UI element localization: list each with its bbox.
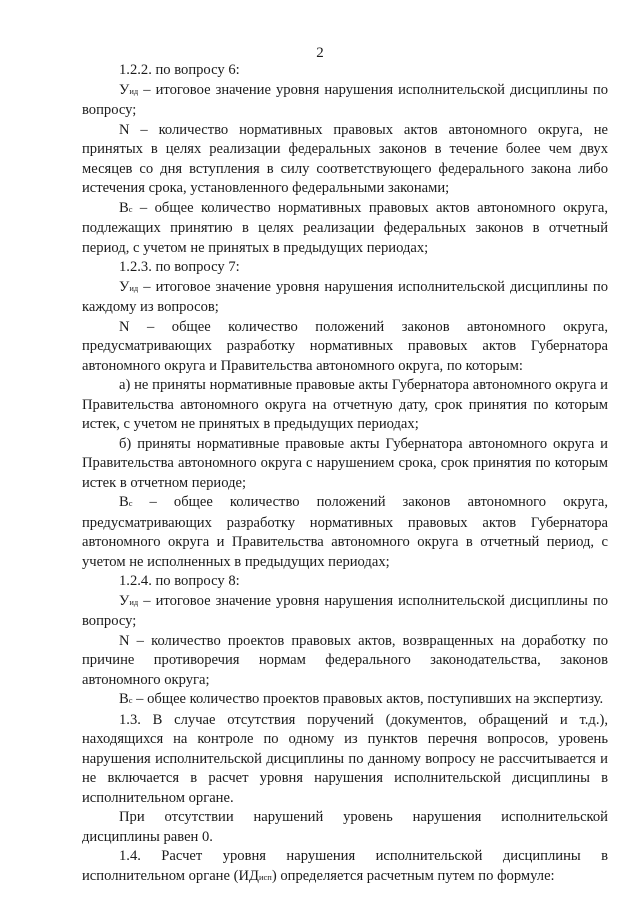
no-violations-paragraph: При отсутствии нарушений уровень нарушения исполнительской дисциплины равен 0. xyxy=(82,809,608,845)
definition-n-q6: N – количество нормативных правовых актов автономного округа, не принятых в целях реализации федеральных законов в течение более чем двух месяцев со дня вступления в силу соответствующего федерального закона либо истечения срока, установленного федеральными законами; xyxy=(82,121,608,196)
definition-bc-q6: Вс – общее количество нормативных правовых актов автономного округа, подлежащих принятию в целях реализации федеральных законов в отчетный период, с учетом не принятых в предыдущих периодах; xyxy=(82,199,608,256)
document-body xyxy=(82,61,608,887)
definition-n-q7: N – общее количество положений законов автономного округа, предусматривающих разработку нормативных правовых актов Губернатора автономного округа и Правительства автономного округа, по которым: xyxy=(82,318,608,374)
clause-1-3: 1.3. В случае отсутствия поручений (документов, обращений и т.д.), находящихся на контроле по одному из пунктов перечня вопросов, уровень нарушения исполнительской дисциплины по данному вопросу не рассчитывается и не включается в расчет уровня нарушения исполнительской дисциплины в исполнительном органе. xyxy=(82,711,608,806)
heading-question-8: 1.2.4. по вопросу 8: xyxy=(119,573,240,589)
definition-uid-q8: Уид – итоговое значение уровня нарушения исполнительской дисциплины по вопросу; xyxy=(82,592,608,629)
heading-question-6: 1.2.2. по вопросу 6: xyxy=(119,62,240,78)
definition-uid-q6: Уид – итоговое значение уровня нарушения исполнительской дисциплины по вопросу; xyxy=(82,81,608,118)
definition-bc-q8: Вс – общее количество проектов правовых актов, поступивших на экспертизу. xyxy=(119,691,604,707)
heading-question-7: 1.2.3. по вопросу 7: xyxy=(119,259,240,275)
page-number: 2 xyxy=(316,45,324,61)
item-b-q7: б) приняты нормативные правовые акты Губернатора автономного округа и Правительства автономного округа с нарушением срока, срок принятия по которым истек в отчетном периоде; xyxy=(82,435,608,491)
definition-uid-q7: Уид – итоговое значение уровня нарушения исполнительской дисциплины по каждому из вопросов; xyxy=(82,278,608,315)
definition-n-q8: N – количество проектов правовых актов, возвращенных на доработку по причине противоречия нормам федерального законодательства, законов автономного округа; xyxy=(82,632,608,688)
clause-1-4: 1.4. Расчет уровня нарушения исполнительской дисциплины в исполнительном органе (ИДисп) определяется расчетным путем по формуле: xyxy=(82,848,608,884)
definition-bc-q7: Вс – общее количество положений законов автономного округа, предусматривающих разработку нормативных правовых актов Губернатора автономного округа и Правительства автономного округа в отчетный период, с учетом не исполненных в предыдущих периодах; xyxy=(82,494,608,570)
item-a-q7: а) не приняты нормативные правовые акты Губернатора автономного округа и Правительства автономного округа на отчетную дату, срок принятия по которым истек, с учетом не принятых в предыдущих периодах; xyxy=(82,377,608,432)
